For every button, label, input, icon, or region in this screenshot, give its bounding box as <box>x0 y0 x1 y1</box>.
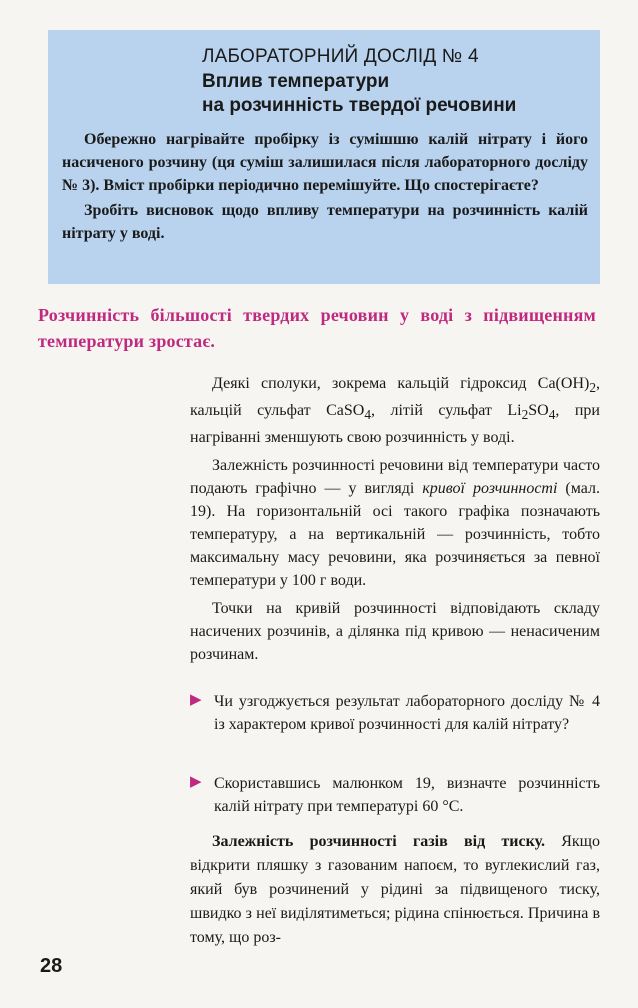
subscript: 2 <box>521 407 529 423</box>
text-run: (мал. 19). На горизонтальній осі такого графіка позначають температуру, а на вертикальній — розчинність, тобто максимальну масу речовини, яка розчиняється за певної температури у 100 г води. <box>190 480 601 590</box>
lab-subtitle-line2: на розчинність твердої речовини <box>202 95 517 116</box>
triangle-arrow-icon: ▶ <box>190 692 202 708</box>
text-run: , кальцій сульфат CaSO <box>190 375 600 420</box>
paragraph-exceptions <box>190 372 600 449</box>
key-statement: Розчинність більшості твердих речовин у воді з підвищенням температури зростає. <box>38 305 596 351</box>
section-heading-inline: Залежність розчинності газів від тиску. <box>212 833 545 850</box>
page-number: 28 <box>40 955 63 977</box>
subscript: 4 <box>548 407 556 423</box>
paragraph-curve-points: Точки на кривій розчинності відповідають складу насичених розчинів, а ділянка під кривою — ненасиченим розчинам. <box>190 600 600 664</box>
paragraph-gas-pressure <box>190 830 600 950</box>
lab-subtitle <box>202 70 588 118</box>
lab-subtitle-line1: Вплив температури <box>202 71 390 92</box>
triangle-arrow-icon: ▶ <box>190 774 202 790</box>
question-2 <box>190 772 600 818</box>
lab-instruction: Обережно нагрівайте пробірку із сумішшю калій нітрату і його насиченого розчину (ця суміш залишилася після лабораторного досліду № 3). Вміст пробірки періодично перемішуйте. Що спостерігаєте? <box>62 131 588 194</box>
question-1-text: Чи узгоджується результат лабораторного досліду № 4 із характером кривої розчинності для калій нітрату? <box>214 693 600 733</box>
text-run: Деякі сполуки, зокрема кальцій гідроксид Ca(OH) <box>212 375 590 392</box>
subscript: 2 <box>589 380 596 396</box>
lab-conclusion-task: Зробіть висновок щодо впливу температури на розчинність калій нітрату у воді. <box>62 202 588 242</box>
lab-title: ЛАБОРАТОРНИЙ ДОСЛІД № 4 <box>202 46 479 67</box>
term-italic: кривої розчинності <box>422 480 558 498</box>
text-run: , при нагріванні зменшують свою розчинність у воді. <box>190 402 600 447</box>
question-2-text: Скориставшись малюнком 19, визначте розчинність калій нітрату при температурі 60 °С. <box>214 775 600 815</box>
lab-experiment-box <box>48 30 600 284</box>
question-1 <box>190 690 600 736</box>
text-run: , літій сульфат Li <box>371 402 522 420</box>
subscript: 4 <box>364 407 371 423</box>
main-text-column <box>190 372 600 671</box>
paragraph-solubility-curve <box>190 454 600 592</box>
text-run: Якщо відкрити пляшку з газованим напоєм, то вуглекислий газ, який був розчинений у рідині за підвищеного тиску, швидко з неї виділятиметься; рідина спінюється. Причина в тому, що роз- <box>190 833 600 946</box>
text-run: Залежність розчинності речовини від температури часто подають графічно — у вигляді <box>190 457 600 498</box>
text-run: SO <box>528 402 549 420</box>
